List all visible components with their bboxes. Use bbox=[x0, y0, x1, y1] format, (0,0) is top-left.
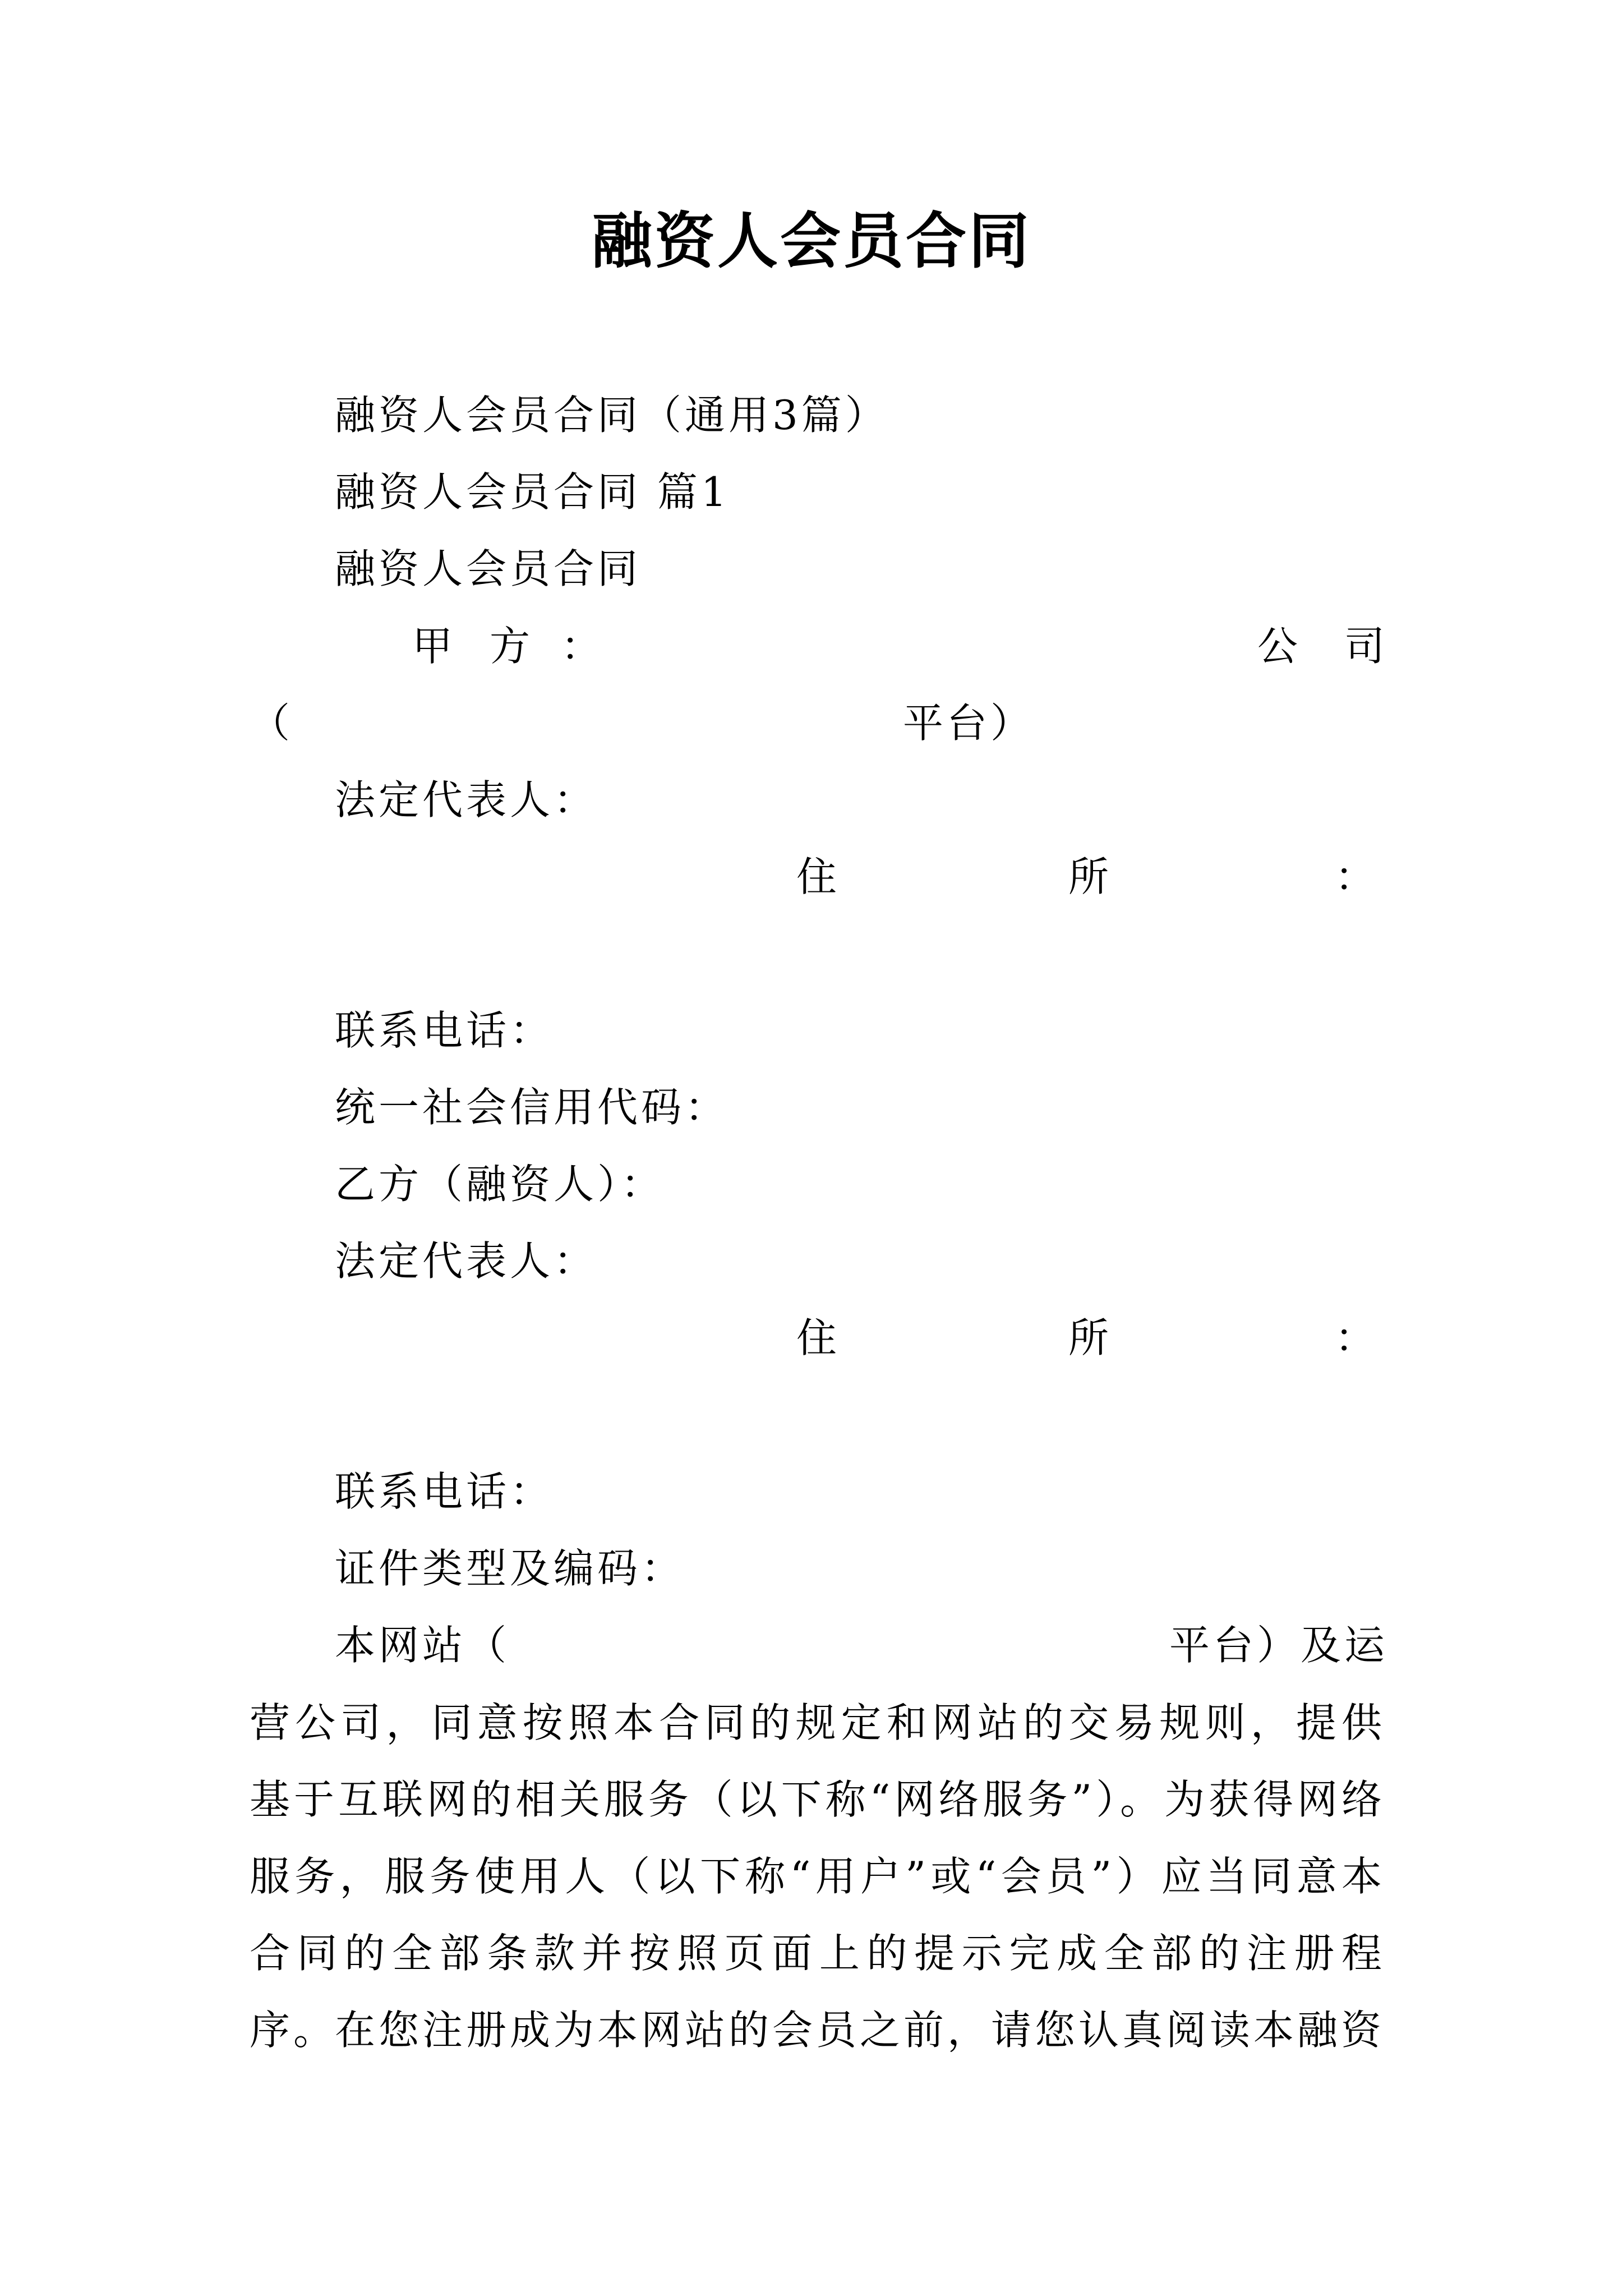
party-a-company-gong: 公 bbox=[1257, 623, 1302, 670]
party-a-address-colon: ： bbox=[1335, 853, 1379, 900]
party-a-colon: ： bbox=[561, 623, 605, 670]
party-a-label-fang: 方 bbox=[490, 623, 534, 670]
contract-name: 融资人会员合同 bbox=[335, 545, 642, 592]
site-para-body: 营公司，同意按照本合同的规定和网站的交易规则，提供基于互联网的相关服务（以下称“网络服务”）。为获得网络服务，服务使用人（以下称“用户”或“会员”）应当同意本合同的全部条款并按照页面上的提示完成全部的注册程序。 bbox=[250, 1699, 1385, 2054]
party-b-address-suo: 所 bbox=[1068, 1314, 1113, 1361]
site-para-start: 本网站（ bbox=[335, 1622, 510, 1669]
party-a-legal-rep: 法定代表人： bbox=[335, 776, 598, 823]
party-b-address-colon: ： bbox=[1335, 1314, 1379, 1361]
party-a-address-suo: 所 bbox=[1068, 853, 1113, 900]
party-a-address-zhu: 住 bbox=[796, 853, 841, 900]
party-b-address-zhu: 住 bbox=[796, 1314, 841, 1361]
party-b-phone: 联系电话： bbox=[335, 1468, 554, 1515]
document-title: 融资人会员合同 bbox=[591, 206, 1031, 277]
party-a-label-jia: 甲 bbox=[412, 623, 457, 670]
site-para-platform: 平台）及运 bbox=[1169, 1622, 1389, 1669]
party-a-company-si: 司 bbox=[1344, 623, 1389, 670]
party-a-paren-open: （ bbox=[250, 700, 294, 747]
party-b-id-type: 证件类型及编码： bbox=[335, 1545, 685, 1592]
document-subtitle: 融资人会员合同（通用3篇） bbox=[335, 392, 889, 439]
party-a-phone: 联系电话： bbox=[335, 1007, 554, 1054]
party-b-legal-rep: 法定代表人： bbox=[335, 1237, 598, 1285]
party-b-label: 乙方（融资人）： bbox=[335, 1161, 665, 1208]
closing-paragraph: 在您注册成为本网站的会员之前，请您认真阅读本融资 bbox=[335, 2007, 1385, 2054]
party-a-platform: 平台） bbox=[903, 700, 1035, 747]
section-heading: 融资人会员合同 篇1 bbox=[335, 468, 730, 516]
party-a-credit-code: 统一社会信用代码： bbox=[335, 1084, 729, 1131]
